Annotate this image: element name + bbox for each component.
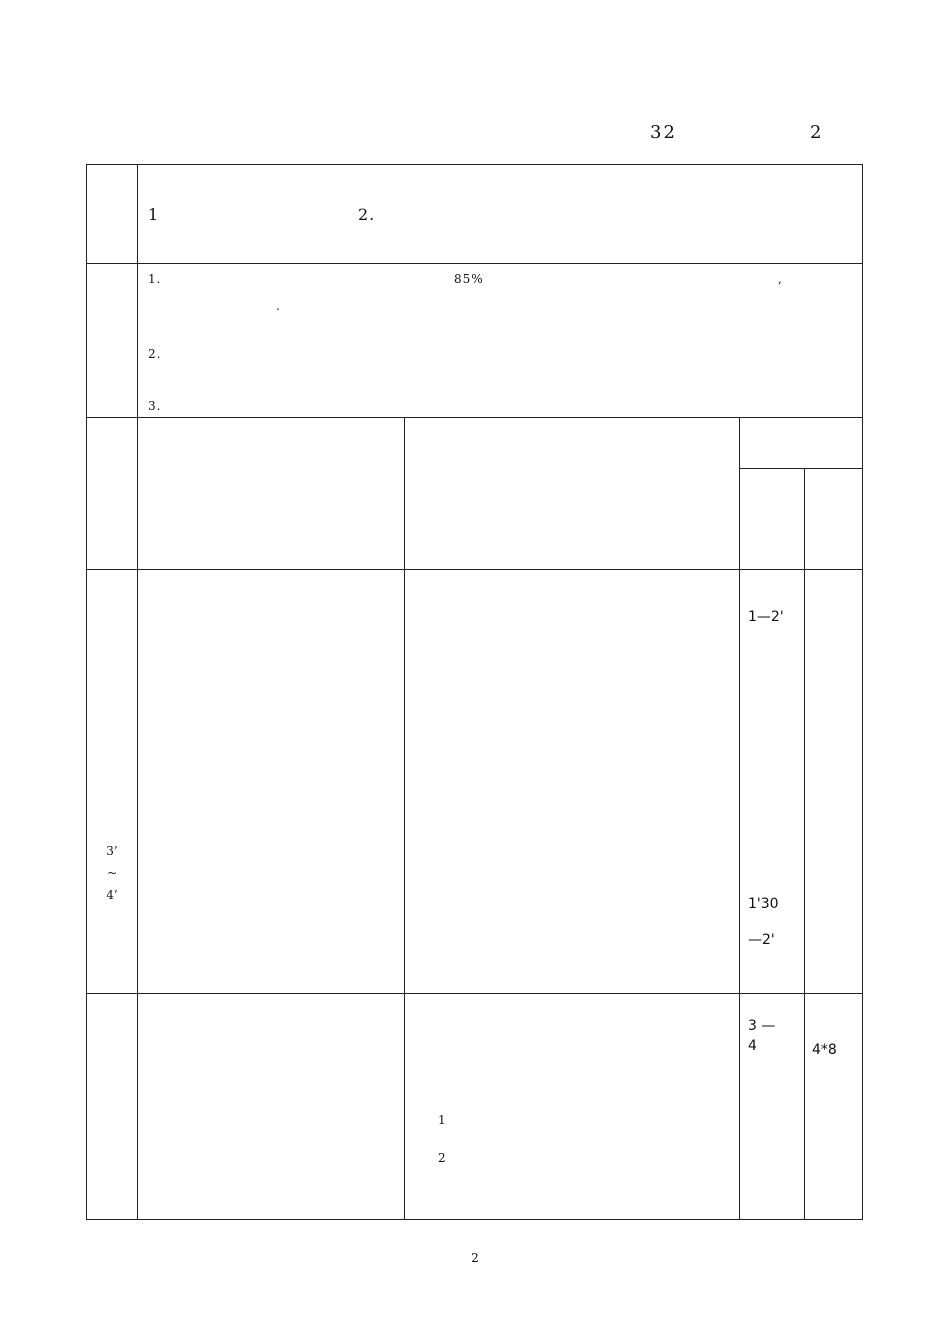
basic-time: 3 — 4: [748, 1018, 776, 1054]
header-count-a: 32: [650, 122, 677, 143]
row-divider: [739, 468, 863, 469]
content-item-2: 2.: [358, 205, 376, 224]
basic-count: 4*8: [812, 1042, 837, 1058]
page-number: 2: [471, 1251, 479, 1265]
lesson-plan-table: [86, 164, 863, 1220]
objective-1-text-b: ,: [778, 272, 783, 286]
col-divider: [739, 417, 740, 1220]
prep-time-1: 1—2': [748, 609, 784, 625]
header-count-b: 2: [810, 122, 824, 143]
prep-time-3: —2': [748, 932, 775, 948]
col-divider: [804, 468, 805, 1220]
objective-1-text-c: .: [276, 299, 281, 313]
objective-2-number: 2.: [148, 347, 162, 361]
prep-stage-time: 3’ ~ 4’: [106, 844, 118, 902]
table-border-right: [862, 164, 863, 1220]
prep-time-2: 1'30: [748, 896, 779, 912]
row-divider: [86, 993, 863, 994]
row-divider: [86, 263, 863, 264]
col-divider: [137, 164, 138, 1220]
col-divider: [404, 417, 405, 1220]
objective-1-number: 1.: [148, 272, 162, 286]
basic-org-item-2: 2: [438, 1151, 447, 1165]
objective-3-text: 3.: [148, 399, 162, 413]
basic-org-item-1: 1: [438, 1113, 447, 1127]
table-border-left: [86, 164, 87, 1220]
table-border-top: [86, 164, 863, 165]
row-divider: [86, 417, 863, 418]
content-item-1: 1: [148, 205, 160, 224]
objective-1-percent: 85%: [454, 272, 484, 286]
row-divider: [86, 569, 863, 570]
table-border-bottom: [86, 1219, 863, 1220]
